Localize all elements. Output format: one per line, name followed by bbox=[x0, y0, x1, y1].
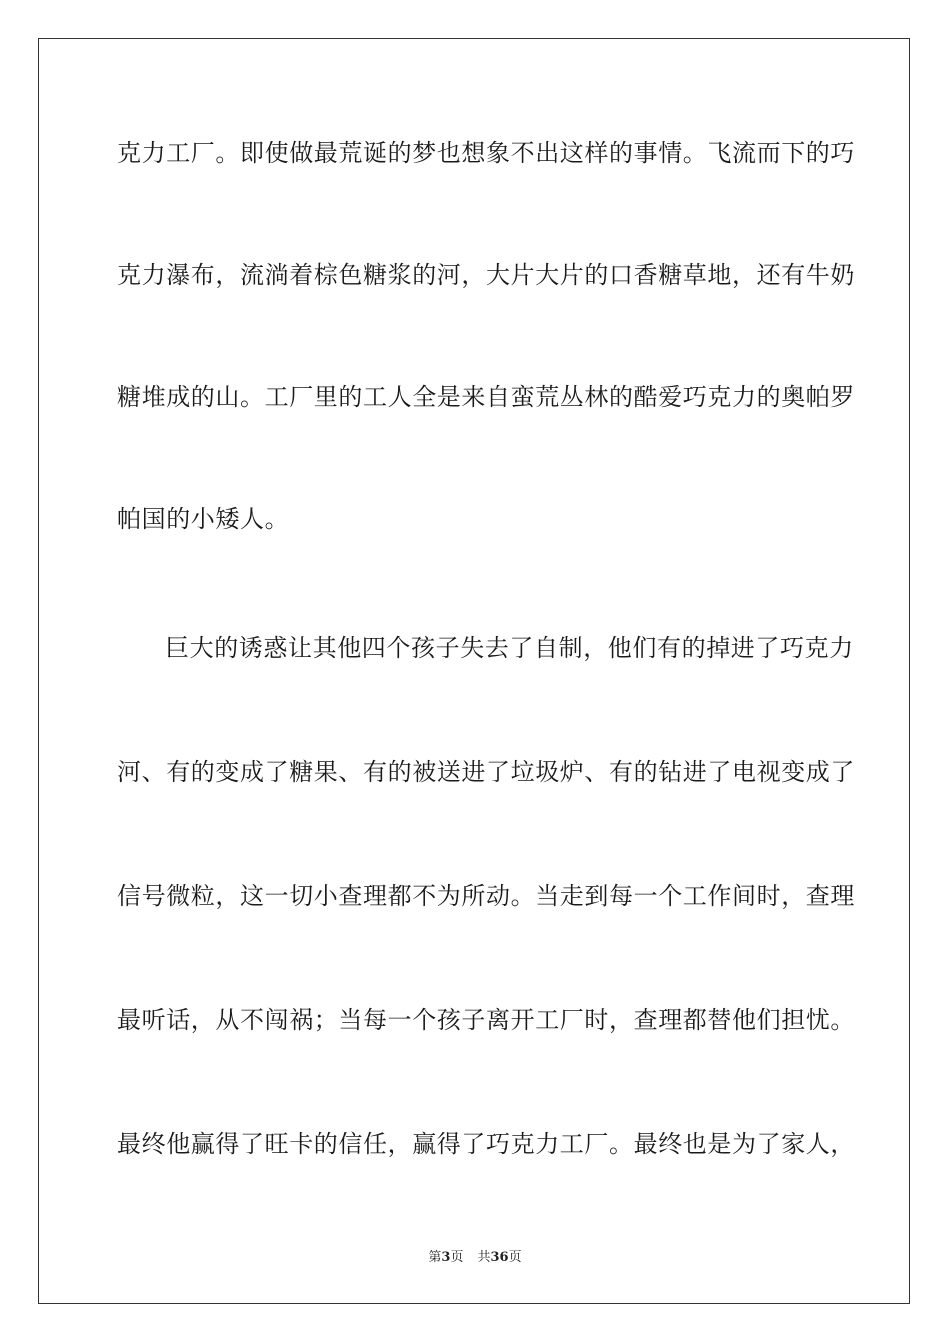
total-prefix: 共 bbox=[477, 1250, 491, 1265]
page-number: 3 bbox=[441, 1250, 451, 1265]
paragraph-line: 最听话，从不闯祸；当每一个孩子离开工厂时，查理都替他们担忧。 bbox=[117, 1006, 855, 1034]
paragraph-line: 最终他赢得了旺卡的信任，赢得了巧克力工厂。最终也是为了家人， bbox=[117, 1130, 855, 1158]
paragraph-line: 信号微粒，这一切小查理都不为所动。当走到每一个工作间时，查理 bbox=[117, 882, 855, 910]
paragraph-line: 帕国的小矮人。 bbox=[117, 505, 290, 533]
paragraph-line: 河、有的变成了糖果、有的被送进了垃圾炉、有的钻进了电视变成了 bbox=[117, 758, 855, 786]
paragraph-line: 巨大的诱惑让其他四个孩子失去了自制，他们有的掉进了巧克力 bbox=[165, 634, 854, 662]
page-unit: 页 bbox=[450, 1250, 464, 1265]
total-unit: 页 bbox=[508, 1250, 522, 1265]
page-prefix: 第 bbox=[428, 1250, 442, 1265]
paragraph-line: 克力瀑布，流淌着棕色糖浆的河，大片大片的口香糖草地，还有牛奶 bbox=[117, 261, 855, 289]
paragraph-line: 糖堆成的山。工厂里的工人全是来自蛮荒丛林的酷爱巧克力的奥帕罗 bbox=[117, 383, 855, 411]
page-total: 36 bbox=[490, 1250, 509, 1265]
paragraph-line: 克力工厂。即使做最荒诞的梦也想象不出这样的事情。飞流而下的巧 bbox=[117, 139, 855, 167]
page-footer bbox=[0, 1248, 950, 1268]
